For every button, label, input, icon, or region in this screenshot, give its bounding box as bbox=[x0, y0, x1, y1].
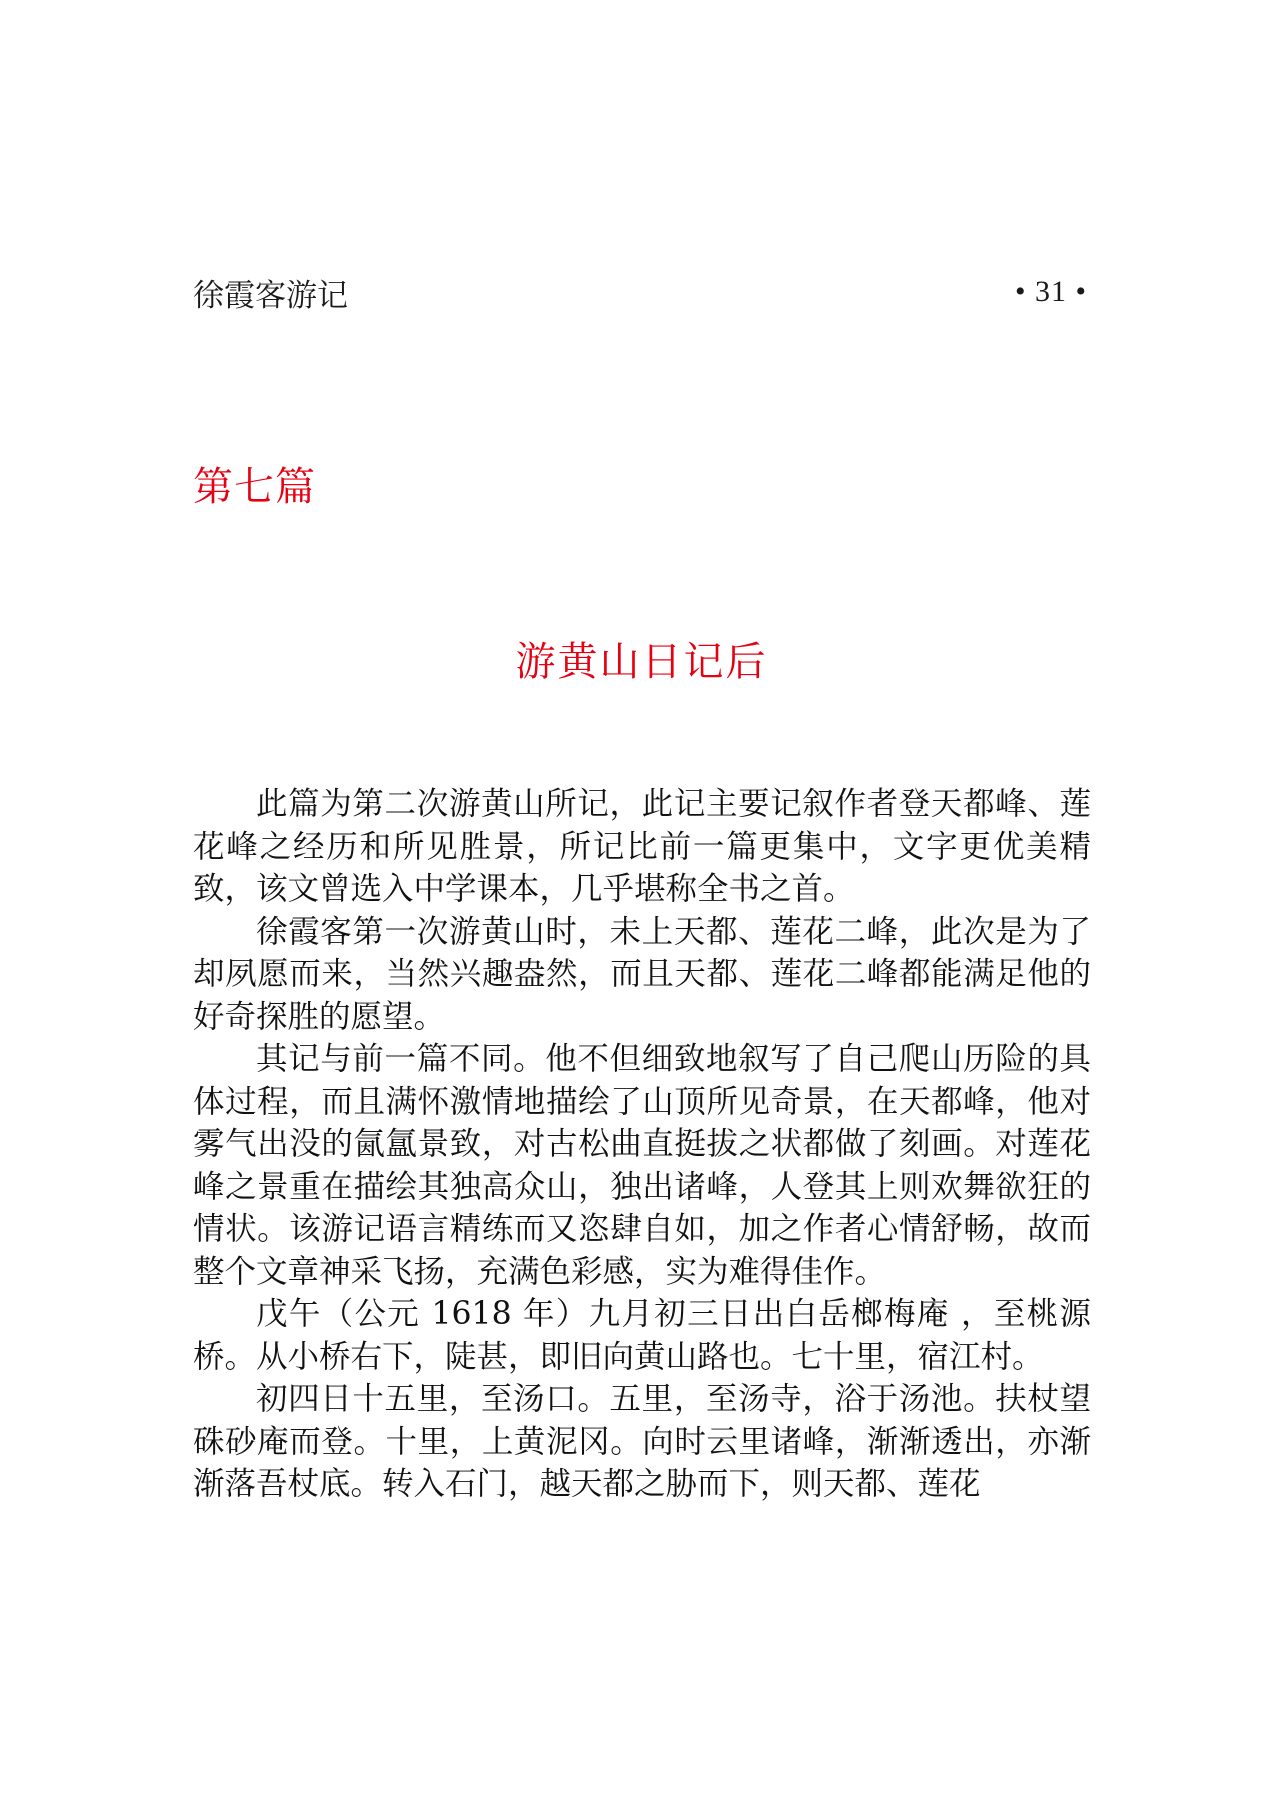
paragraph: 初四日十五里，至汤口。五里，至汤寺，浴于汤池。扶杖望硃砂庵而登。十里，上黄泥冈。向时云里诸峰，渐渐透出，亦渐渐落吾杖底。转入石门，越天都之胁而下，则天都、莲花 bbox=[193, 1381, 1091, 1502]
paragraph: 戊午（公元 1618 年）九月初三日出白岳榔梅庵 ，至桃源桥。从小桥右下，陡甚，即旧向黄山路也。七十里，宿江村。 bbox=[193, 1296, 1091, 1375]
running-header bbox=[193, 270, 1087, 314]
paragraph: 此篇为第二次游黄山所记，此记主要记叙作者登天都峰、莲花峰之经历和所见胜景，所记比前一篇更集中，文字更优美精致，该文曾选入中学课本，几乎堪称全书之首。 bbox=[193, 786, 1091, 907]
book-title: 徐霞客游记 bbox=[193, 277, 348, 314]
page-number: • 31 • bbox=[1014, 275, 1087, 308]
article-body bbox=[193, 783, 1091, 1506]
article-title: 游黄山日记后 bbox=[515, 639, 768, 685]
paragraph: 徐霞客第一次游黄山时，未上天都、莲花二峰，此次是为了却夙愿而来，当然兴趣盎然，而且天都、莲花二峰都能满足他的好奇探胜的愿望。 bbox=[193, 913, 1091, 1035]
chapter-title: 第七篇 bbox=[193, 464, 316, 510]
paragraph: 其记与前一篇不同。他不但细致地叙写了自己爬山历险的具体过程，而且满怀激情地描绘了山顶所见奇景，在天都峰，他对雾气出没的氤氲景致，对古松曲直挺拔之状都做了刻画。对莲花峰之景重在描绘其独高众山，独出诸峰，人登其上则欢舞欲狂的情状。该游记语言精练而又恣肆自如，加之作者心情舒畅，故而整个文章神采飞扬，充满色彩感，实为难得佳作。 bbox=[193, 1041, 1091, 1290]
